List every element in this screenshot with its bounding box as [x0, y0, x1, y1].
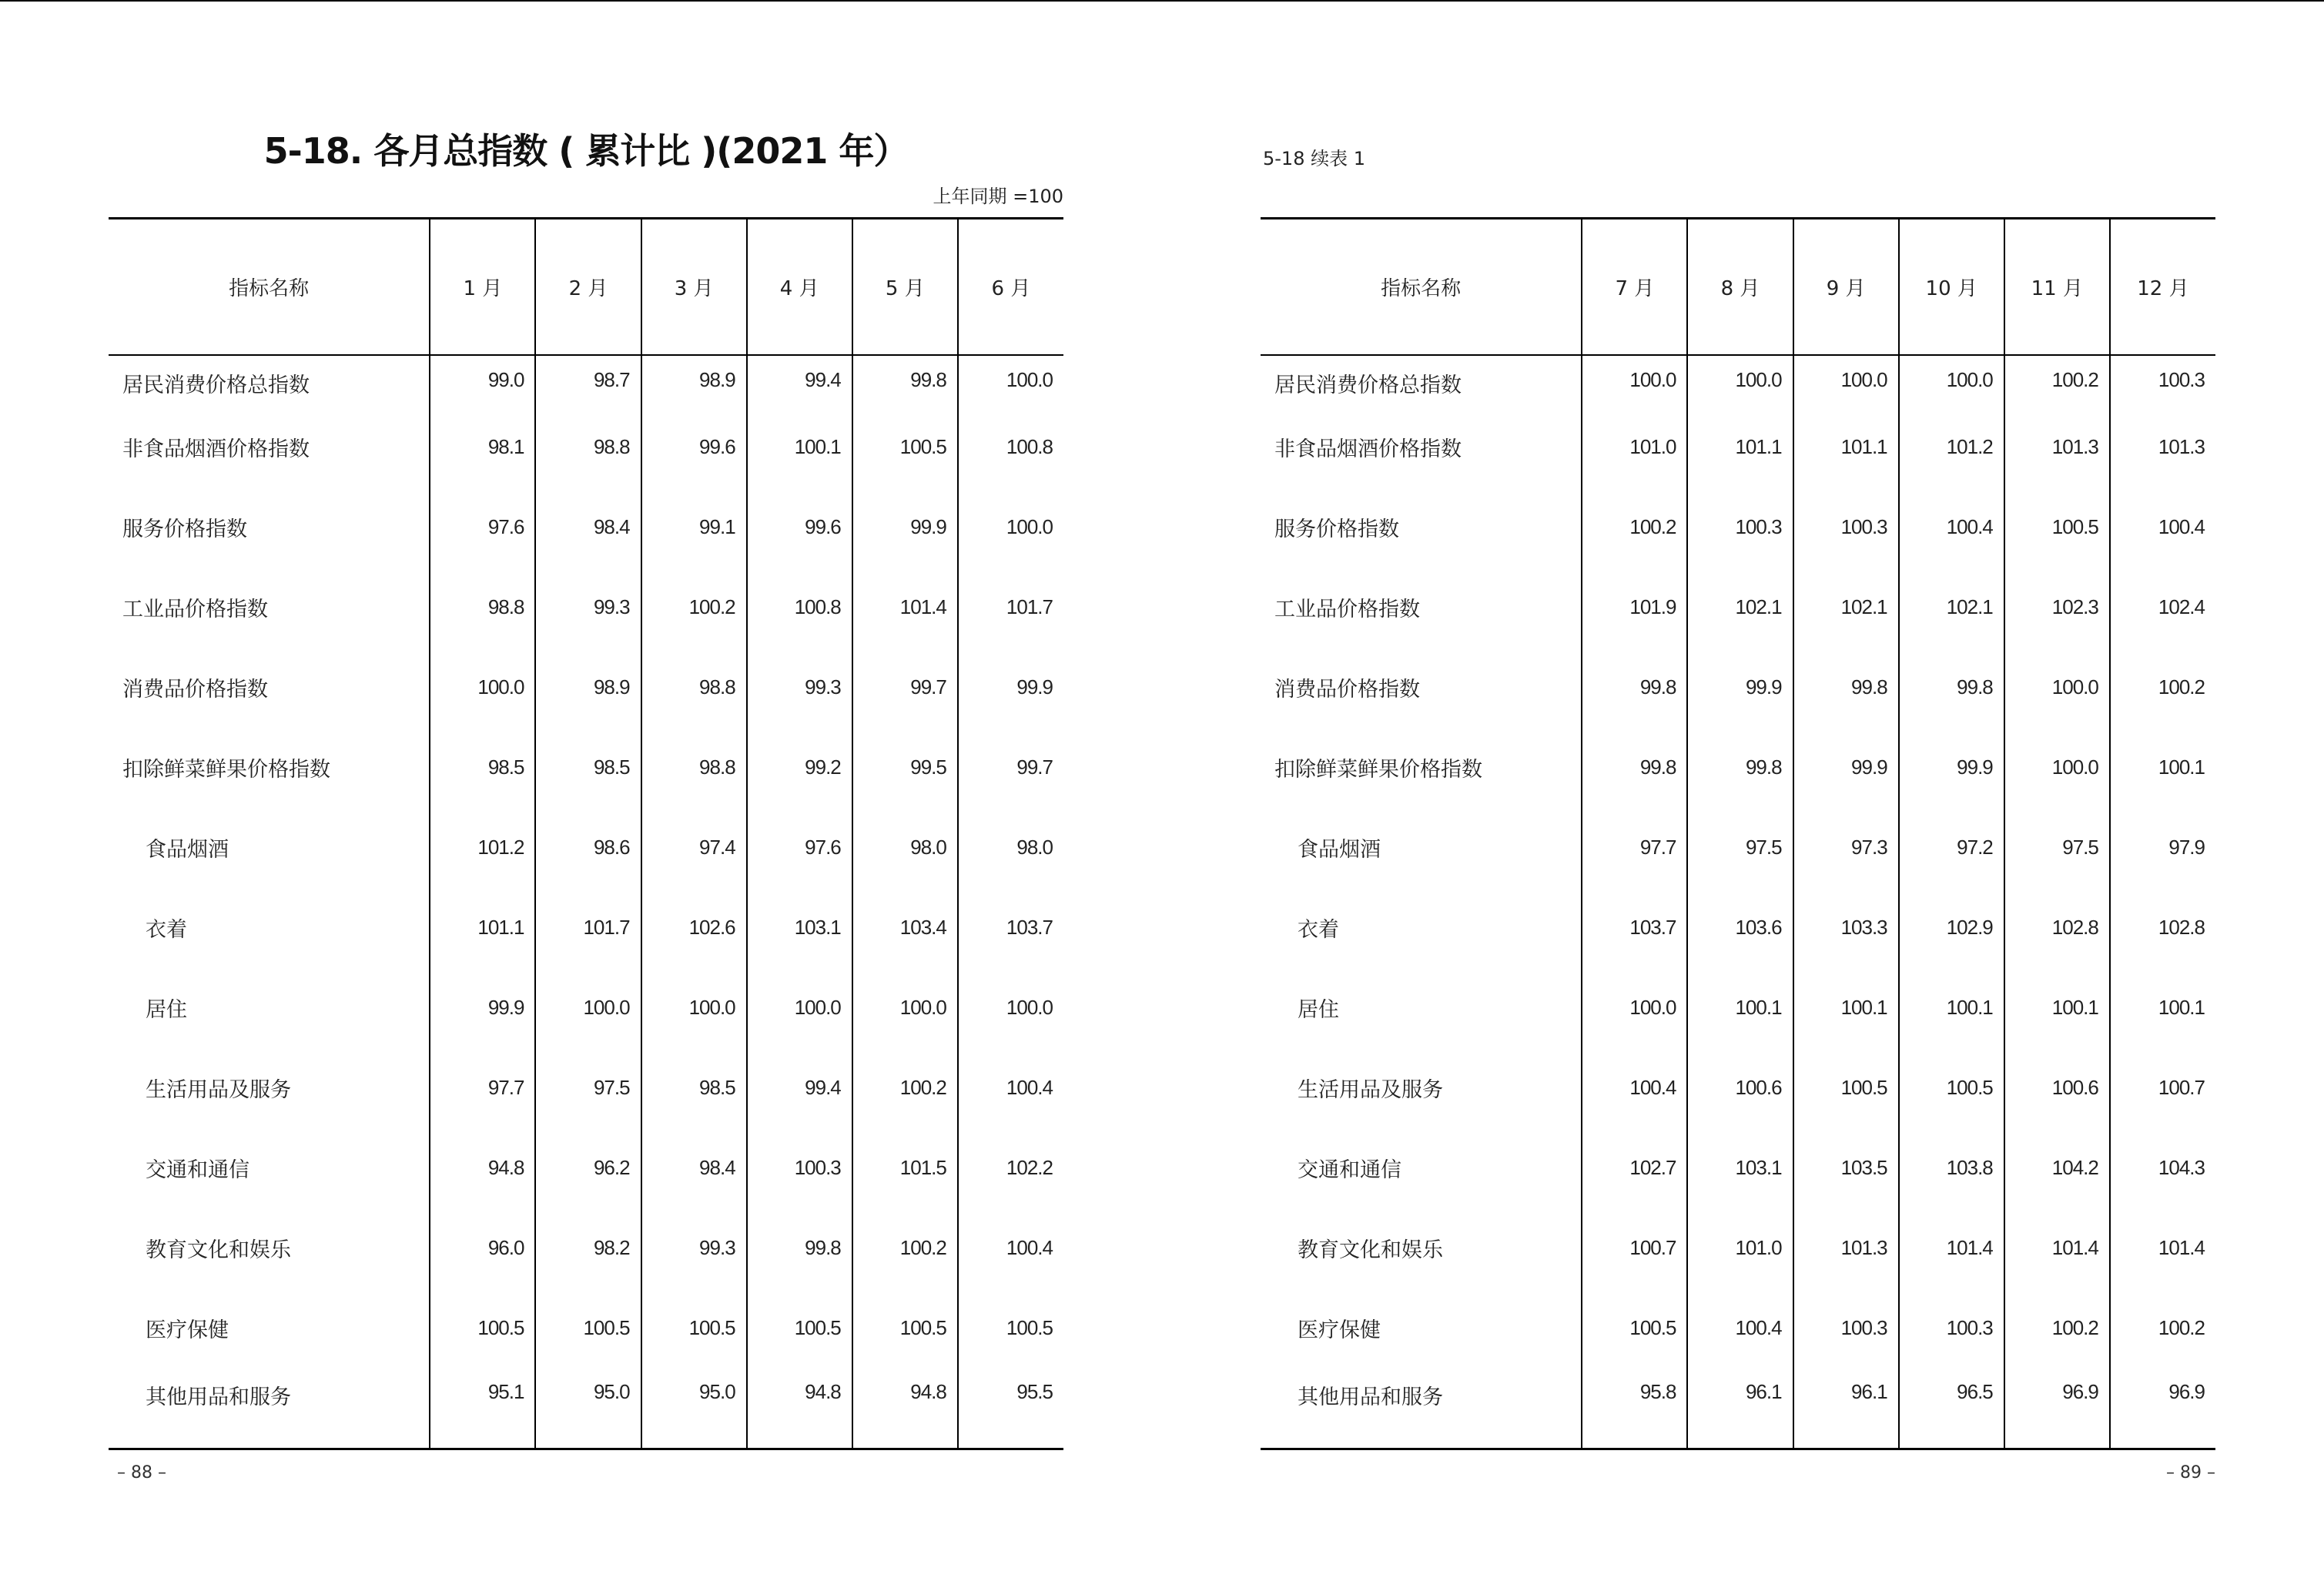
index-value: 100.2 — [2004, 355, 2110, 407]
indicator-name: 居住 — [1298, 997, 1339, 1022]
table-row — [109, 807, 1063, 887]
page-number: – 89 – — [2166, 1463, 2215, 1482]
index-value: 99.5 — [852, 727, 958, 807]
index-value: 100.4 — [958, 1208, 1063, 1288]
indicator-name: 工业品价格指数 — [1274, 597, 1420, 621]
left-page — [109, 0, 1063, 1588]
index-value: 100.0 — [1899, 355, 2004, 407]
index-value: 100.0 — [1582, 355, 1687, 407]
index-value: 99.9 — [430, 967, 535, 1047]
index-value: 101.4 — [852, 567, 958, 647]
index-value: 99.3 — [535, 567, 641, 647]
index-value: 103.6 — [1687, 887, 1793, 967]
index-value: 94.8 — [747, 1368, 852, 1449]
index-value: 100.3 — [1793, 1288, 1899, 1368]
table-row — [109, 1288, 1063, 1368]
index-value: 100.2 — [852, 1047, 958, 1127]
index-value: 101.2 — [1899, 407, 2004, 487]
index-value: 100.5 — [535, 1288, 641, 1368]
index-value: 99.4 — [747, 355, 852, 407]
index-value: 102.9 — [1899, 887, 2004, 967]
index-value: 104.2 — [2004, 1127, 2110, 1208]
index-value: 102.2 — [958, 1127, 1063, 1208]
index-value: 100.0 — [1582, 967, 1687, 1047]
indicator-name: 居住 — [146, 997, 187, 1022]
index-value: 96.5 — [1899, 1368, 2004, 1449]
index-value: 100.5 — [2004, 487, 2110, 567]
indicator-name: 消费品价格指数 — [1274, 677, 1420, 702]
index-value: 100.6 — [1687, 1047, 1793, 1127]
index-value: 100.3 — [2110, 355, 2215, 407]
index-value: 97.7 — [1582, 807, 1687, 887]
index-value: 97.6 — [747, 807, 852, 887]
table-row — [109, 727, 1063, 807]
index-value: 101.4 — [2110, 1208, 2215, 1288]
indicator-name: 教育文化和娱乐 — [146, 1238, 291, 1262]
index-value: 94.8 — [430, 1127, 535, 1208]
header-month: 6 月 — [958, 219, 1063, 356]
index-value: 103.4 — [852, 887, 958, 967]
index-value: 102.4 — [2110, 567, 2215, 647]
index-value: 100.3 — [747, 1127, 852, 1208]
index-value: 100.2 — [641, 567, 747, 647]
indicator-name: 居民消费价格总指数 — [122, 374, 310, 397]
table-row — [109, 355, 1063, 407]
index-value: 103.8 — [1899, 1127, 2004, 1208]
index-value: 100.7 — [2110, 1047, 2215, 1127]
index-value: 100.5 — [852, 407, 958, 487]
header-row — [109, 219, 1063, 356]
index-value: 100.2 — [2004, 1288, 2110, 1368]
index-value: 103.7 — [1582, 887, 1687, 967]
index-value: 100.0 — [958, 355, 1063, 407]
header-month: 4 月 — [747, 219, 852, 356]
indicator-name: 医疗保健 — [146, 1318, 229, 1342]
index-value: 100.6 — [2004, 1047, 2110, 1127]
indicator-name: 扣除鲜菜鲜果价格指数 — [122, 757, 330, 782]
index-value: 99.8 — [1899, 647, 2004, 727]
index-value: 98.5 — [641, 1047, 747, 1127]
index-value: 100.4 — [1582, 1047, 1687, 1127]
index-value: 98.1 — [430, 407, 535, 487]
index-value: 99.7 — [852, 647, 958, 727]
index-value: 98.4 — [641, 1127, 747, 1208]
index-value: 100.5 — [958, 1288, 1063, 1368]
index-value: 100.0 — [958, 967, 1063, 1047]
table-row — [109, 1368, 1063, 1449]
index-value: 96.2 — [535, 1127, 641, 1208]
index-value: 100.8 — [958, 407, 1063, 487]
indicator-name: 扣除鲜菜鲜果价格指数 — [1274, 757, 1482, 782]
table-row — [109, 1127, 1063, 1208]
index-value: 98.0 — [852, 807, 958, 887]
indicator-name: 其他用品和服务 — [1298, 1385, 1443, 1409]
index-value: 100.4 — [1687, 1288, 1793, 1368]
header-month: 11 月 — [2004, 219, 2110, 356]
index-value: 100.2 — [2110, 1288, 2215, 1368]
index-value: 101.1 — [1687, 407, 1793, 487]
index-value: 101.3 — [2004, 407, 2110, 487]
index-value: 101.1 — [430, 887, 535, 967]
table-row — [109, 647, 1063, 727]
index-value: 104.3 — [2110, 1127, 2215, 1208]
header-month: 8 月 — [1687, 219, 1793, 356]
table-row — [1261, 355, 2215, 407]
index-value: 100.4 — [958, 1047, 1063, 1127]
index-value: 98.0 — [958, 807, 1063, 887]
table-row — [1261, 1047, 2215, 1127]
index-value: 100.1 — [1899, 967, 2004, 1047]
table-row — [109, 887, 1063, 967]
index-value: 99.1 — [641, 487, 747, 567]
header-indicator-name: 指标名称 — [1261, 219, 1582, 356]
index-value: 100.0 — [2004, 727, 2110, 807]
indicator-name: 工业品价格指数 — [122, 597, 268, 621]
header-indicator-name: 指标名称 — [109, 219, 430, 356]
indicator-name: 交通和通信 — [146, 1157, 249, 1182]
table-row — [1261, 807, 2215, 887]
index-value: 100.0 — [1687, 355, 1793, 407]
table-row — [1261, 1288, 2215, 1368]
index-value: 101.7 — [958, 567, 1063, 647]
index-value: 100.1 — [2110, 967, 2215, 1047]
indicator-name: 医疗保健 — [1298, 1318, 1381, 1342]
index-value: 95.8 — [1582, 1368, 1687, 1449]
index-value: 100.0 — [747, 967, 852, 1047]
index-value: 99.8 — [1687, 727, 1793, 807]
index-value: 102.1 — [1687, 567, 1793, 647]
index-value: 101.3 — [2110, 407, 2215, 487]
header-month: 3 月 — [641, 219, 747, 356]
indicator-name: 衣着 — [1298, 917, 1339, 942]
index-value: 100.5 — [430, 1288, 535, 1368]
table-row — [1261, 647, 2215, 727]
index-value: 96.1 — [1793, 1368, 1899, 1449]
index-value: 96.9 — [2004, 1368, 2110, 1449]
index-value: 99.8 — [747, 1208, 852, 1288]
table-row — [109, 487, 1063, 567]
page-number: – 88 – — [117, 1463, 166, 1482]
indicator-name: 非食品烟酒价格指数 — [122, 437, 310, 461]
index-value: 97.2 — [1899, 807, 2004, 887]
index-value: 100.0 — [641, 967, 747, 1047]
table-row — [109, 407, 1063, 487]
index-value: 100.0 — [1793, 355, 1899, 407]
index-value: 100.1 — [2110, 727, 2215, 807]
index-value: 98.5 — [535, 727, 641, 807]
indicator-name: 其他用品和服务 — [146, 1385, 291, 1409]
index-value: 103.5 — [1793, 1127, 1899, 1208]
table-row — [109, 567, 1063, 647]
index-value: 103.3 — [1793, 887, 1899, 967]
index-value: 99.8 — [852, 355, 958, 407]
index-value: 95.5 — [958, 1368, 1063, 1449]
index-value: 101.4 — [1899, 1208, 2004, 1288]
index-value: 100.5 — [1582, 1288, 1687, 1368]
indicator-name: 消费品价格指数 — [122, 677, 268, 702]
table-row — [1261, 967, 2215, 1047]
index-value: 98.8 — [430, 567, 535, 647]
index-value: 97.5 — [535, 1047, 641, 1127]
index-value: 99.9 — [958, 647, 1063, 727]
index-value: 100.0 — [2004, 647, 2110, 727]
index-value: 100.8 — [747, 567, 852, 647]
index-value: 100.3 — [1899, 1288, 2004, 1368]
indicator-name: 生活用品及服务 — [146, 1077, 291, 1102]
index-value: 98.9 — [641, 355, 747, 407]
index-value: 98.2 — [535, 1208, 641, 1288]
index-value: 97.5 — [1687, 807, 1793, 887]
index-value: 99.9 — [1687, 647, 1793, 727]
header-month: 7 月 — [1582, 219, 1687, 356]
index-value: 100.2 — [2110, 647, 2215, 727]
indicator-name: 服务价格指数 — [1274, 517, 1399, 541]
header-month: 2 月 — [535, 219, 641, 356]
index-value: 98.4 — [535, 487, 641, 567]
index-value: 96.9 — [2110, 1368, 2215, 1449]
index-value: 97.9 — [2110, 807, 2215, 887]
header-month: 5 月 — [852, 219, 958, 356]
index-value: 100.7 — [1582, 1208, 1687, 1288]
indicator-name: 非食品烟酒价格指数 — [1274, 437, 1462, 461]
index-value: 99.7 — [958, 727, 1063, 807]
index-value: 101.3 — [1793, 1208, 1899, 1288]
index-value: 100.4 — [2110, 487, 2215, 567]
index-value: 101.0 — [1687, 1208, 1793, 1288]
table-row — [1261, 1208, 2215, 1288]
index-value: 95.0 — [535, 1368, 641, 1449]
header-month: 1 月 — [430, 219, 535, 356]
index-value: 98.7 — [535, 355, 641, 407]
index-value: 101.9 — [1582, 567, 1687, 647]
index-value: 99.6 — [641, 407, 747, 487]
indicator-name: 衣着 — [146, 917, 187, 942]
index-value: 100.5 — [747, 1288, 852, 1368]
table-row — [1261, 1127, 2215, 1208]
continuation-title: 5-18 续表 1 — [1263, 148, 1365, 169]
index-value: 98.8 — [641, 727, 747, 807]
cpi-table-jan-jun — [109, 217, 1063, 1450]
cpi-table-jul-dec — [1261, 217, 2215, 1450]
index-value: 99.2 — [747, 727, 852, 807]
index-value: 100.0 — [852, 967, 958, 1047]
index-value: 100.1 — [1793, 967, 1899, 1047]
index-value: 101.4 — [2004, 1208, 2110, 1288]
index-value: 100.4 — [1899, 487, 2004, 567]
index-value: 102.6 — [641, 887, 747, 967]
index-value: 97.7 — [430, 1047, 535, 1127]
table-title: 5-18. 各月总指数 ( 累计比 )(2021 年） — [263, 130, 909, 172]
index-value: 103.1 — [1687, 1127, 1793, 1208]
index-value: 100.0 — [430, 647, 535, 727]
index-value: 100.3 — [1687, 487, 1793, 567]
index-value: 100.0 — [958, 487, 1063, 567]
index-value: 97.5 — [2004, 807, 2110, 887]
index-value: 95.0 — [641, 1368, 747, 1449]
index-value: 99.8 — [1793, 647, 1899, 727]
indicator-name: 食品烟酒 — [146, 837, 229, 862]
indicator-name: 居民消费价格总指数 — [1274, 374, 1462, 397]
indicator-name: 教育文化和娱乐 — [1298, 1238, 1443, 1262]
index-value: 103.7 — [958, 887, 1063, 967]
index-value: 99.4 — [747, 1047, 852, 1127]
table-row — [109, 1208, 1063, 1288]
table-row — [1261, 407, 2215, 487]
index-value: 97.3 — [1793, 807, 1899, 887]
index-value: 102.1 — [1793, 567, 1899, 647]
index-value: 102.3 — [2004, 567, 2110, 647]
table-row — [109, 1047, 1063, 1127]
index-value: 99.9 — [852, 487, 958, 567]
index-value: 98.6 — [535, 807, 641, 887]
index-value: 96.0 — [430, 1208, 535, 1288]
index-value: 100.5 — [1793, 1047, 1899, 1127]
indicator-name: 食品烟酒 — [1298, 837, 1381, 862]
index-value: 98.8 — [535, 407, 641, 487]
indicator-name: 交通和通信 — [1298, 1157, 1401, 1182]
index-value: 100.2 — [1582, 487, 1687, 567]
index-value: 98.9 — [535, 647, 641, 727]
index-value: 99.3 — [641, 1208, 747, 1288]
index-value: 101.0 — [1582, 407, 1687, 487]
table-row — [1261, 567, 2215, 647]
index-value: 97.6 — [430, 487, 535, 567]
indicator-name: 服务价格指数 — [122, 517, 247, 541]
index-value: 100.2 — [852, 1208, 958, 1288]
index-value: 102.1 — [1899, 567, 2004, 647]
index-value: 102.8 — [2004, 887, 2110, 967]
index-value: 99.0 — [430, 355, 535, 407]
header-month: 9 月 — [1793, 219, 1899, 356]
header-month: 12 月 — [2110, 219, 2215, 356]
index-value: 96.1 — [1687, 1368, 1793, 1449]
index-value: 102.7 — [1582, 1127, 1687, 1208]
indicator-name: 生活用品及服务 — [1298, 1077, 1443, 1102]
index-value: 100.1 — [1687, 967, 1793, 1047]
unit-note: 上年同期 =100 — [933, 186, 1063, 207]
index-value: 100.1 — [747, 407, 852, 487]
index-value: 101.7 — [535, 887, 641, 967]
index-value: 99.3 — [747, 647, 852, 727]
index-value: 100.5 — [852, 1288, 958, 1368]
index-value: 98.8 — [641, 647, 747, 727]
header-month: 10 月 — [1899, 219, 2004, 356]
index-value: 99.8 — [1582, 647, 1687, 727]
index-value: 101.5 — [852, 1127, 958, 1208]
header-row — [1261, 219, 2215, 356]
index-value: 101.1 — [1793, 407, 1899, 487]
index-value: 100.0 — [535, 967, 641, 1047]
index-value: 99.9 — [1899, 727, 2004, 807]
table-row — [1261, 487, 2215, 567]
index-value: 100.3 — [1793, 487, 1899, 567]
table-row — [109, 967, 1063, 1047]
table-row — [1261, 1368, 2215, 1449]
table-row — [1261, 727, 2215, 807]
index-value: 98.5 — [430, 727, 535, 807]
index-value: 97.4 — [641, 807, 747, 887]
index-value: 99.9 — [1793, 727, 1899, 807]
index-value: 100.5 — [641, 1288, 747, 1368]
index-value: 101.2 — [430, 807, 535, 887]
table-row — [1261, 887, 2215, 967]
index-value: 95.1 — [430, 1368, 535, 1449]
index-value: 102.8 — [2110, 887, 2215, 967]
index-value: 100.5 — [1899, 1047, 2004, 1127]
index-value: 94.8 — [852, 1368, 958, 1449]
index-value: 99.8 — [1582, 727, 1687, 807]
right-page — [1261, 0, 2215, 1588]
index-value: 100.1 — [2004, 967, 2110, 1047]
index-value: 103.1 — [747, 887, 852, 967]
index-value: 99.6 — [747, 487, 852, 567]
